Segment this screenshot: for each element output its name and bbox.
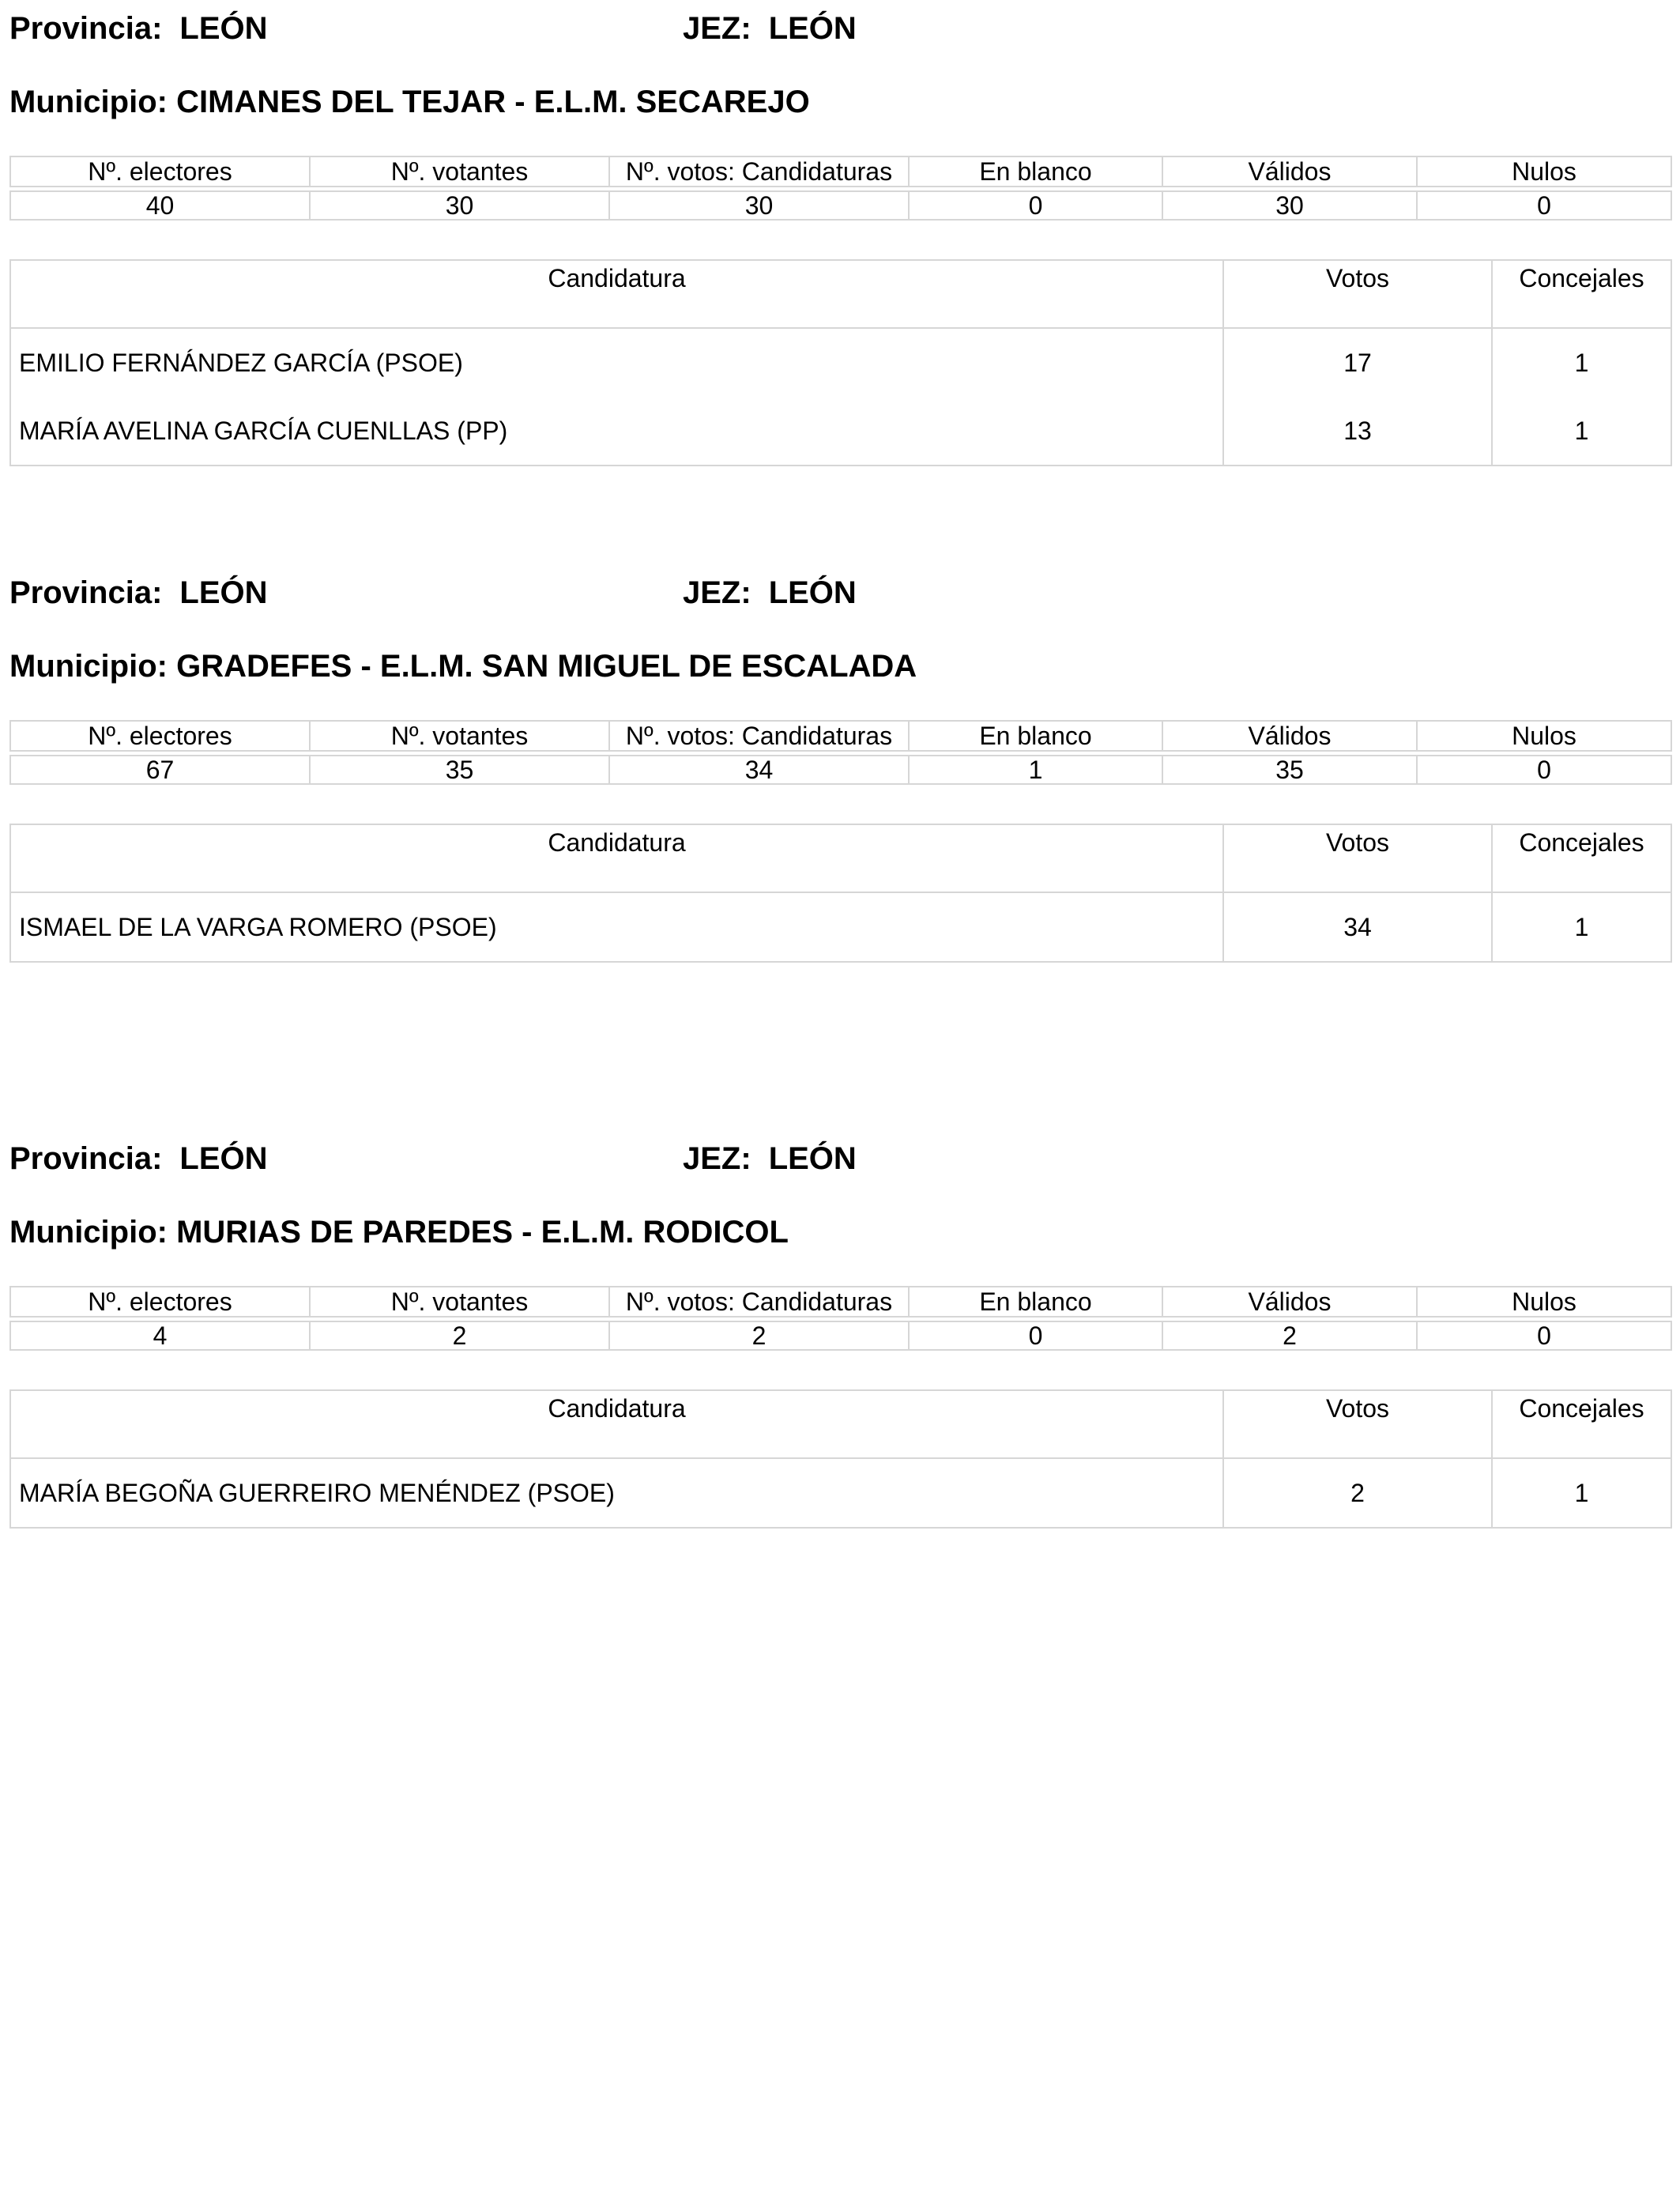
provincia-value: LEÓN [179,575,268,610]
header-line [9,11,1671,51]
col-concejales: Concejales [1492,260,1671,328]
provincia-heading: Provincia: LEÓN [9,1141,268,1176]
municipio-heading: Municipio: CIMANES DEL TEJAR - E.L.M. SECAREJO [9,85,810,119]
jez-heading: JEZ: LEÓN [683,11,857,46]
candidates-header-row [10,1390,1671,1458]
candidate-concejales: 1 [1492,328,1671,397]
value-validos: 35 [1162,756,1417,784]
value-en-blanco: 0 [909,191,1162,220]
col-candidatura: Candidatura [10,824,1223,892]
summary-values-row [10,191,1671,220]
jez-heading: JEZ: LEÓN [683,575,857,610]
col-nulos: Nulos [1417,721,1671,751]
col-votos: Votos [1223,260,1492,328]
candidate-concejales: 1 [1492,397,1671,466]
value-votantes: 2 [310,1321,609,1350]
municipio-value: CIMANES DEL TEJAR - E.L.M. SECAREJO [176,85,810,119]
col-votos-candidaturas: Nº. votos: Candidaturas [609,721,909,751]
value-nulos: 0 [1417,1321,1671,1350]
col-validos: Válidos [1162,721,1417,751]
col-candidatura: Candidatura [10,260,1223,328]
provincia-value: LEÓN [179,1141,268,1176]
summary-header-row [10,156,1671,187]
jez-value: LEÓN [768,1141,857,1176]
col-votos-candidaturas: Nº. votos: Candidaturas [609,156,909,187]
candidate-votos: 34 [1223,892,1492,962]
candidate-name: EMILIO FERNÁNDEZ GARCÍA (PSOE) [10,328,1223,397]
candidate-row [10,1458,1671,1528]
municipio-value: GRADEFES - E.L.M. SAN MIGUEL DE ESCALADA [176,649,917,684]
value-electores: 40 [10,191,310,220]
col-nulos: Nulos [1417,1287,1671,1317]
municipio-heading: Municipio: GRADEFES - E.L.M. SAN MIGUEL DE ESCALADA [9,649,917,684]
value-votos-candidaturas: 2 [609,1321,909,1350]
candidate-name: ISMAEL DE LA VARGA ROMERO (PSOE) [10,892,1223,962]
candidate-votos: 17 [1223,328,1492,397]
value-votos-candidaturas: 34 [609,756,909,784]
summary-header-row [10,1287,1671,1317]
value-nulos: 0 [1417,756,1671,784]
candidate-row [10,397,1671,466]
value-electores: 67 [10,756,310,784]
value-nulos: 0 [1417,191,1671,220]
candidates-table [9,824,1672,963]
col-validos: Válidos [1162,156,1417,187]
col-votantes: Nº. votantes [310,1287,609,1317]
candidate-concejales: 1 [1492,892,1671,962]
col-validos: Válidos [1162,1287,1417,1317]
summary-table [9,156,1672,221]
candidate-name: MARÍA BEGOÑA GUERREIRO MENÉNDEZ (PSOE) [10,1458,1223,1528]
candidates-header-row [10,824,1671,892]
summary-table [9,1286,1672,1351]
value-validos: 2 [1162,1321,1417,1350]
summary-values-row [10,1321,1671,1350]
candidate-name: MARÍA AVELINA GARCÍA CUENLLAS (PP) [10,397,1223,466]
col-votantes: Nº. votantes [310,721,609,751]
value-votos-candidaturas: 30 [609,191,909,220]
candidate-concejales: 1 [1492,1458,1671,1528]
candidates-table [9,259,1672,466]
col-nulos: Nulos [1417,156,1671,187]
candidate-votos: 13 [1223,397,1492,466]
candidates-header-row [10,260,1671,328]
jez-value: LEÓN [768,11,857,46]
col-en-blanco: En blanco [909,721,1162,751]
value-validos: 30 [1162,191,1417,220]
provincia-heading: Provincia: LEÓN [9,575,268,610]
col-votos: Votos [1223,1390,1492,1458]
municipio-heading: Municipio: MURIAS DE PAREDES - E.L.M. RODICOL [9,1215,789,1250]
col-en-blanco: En blanco [909,1287,1162,1317]
col-electores: Nº. electores [10,1287,310,1317]
header-line [9,1141,1671,1181]
value-en-blanco: 1 [909,756,1162,784]
value-en-blanco: 0 [909,1321,1162,1350]
jez-heading: JEZ: LEÓN [683,1141,857,1176]
col-electores: Nº. electores [10,721,310,751]
candidate-row [10,892,1671,962]
candidate-row [10,328,1671,397]
col-candidatura: Candidatura [10,1390,1223,1458]
municipio-value: MURIAS DE PAREDES - E.L.M. RODICOL [176,1215,789,1250]
summary-values-row [10,756,1671,784]
candidate-votos: 2 [1223,1458,1492,1528]
col-en-blanco: En blanco [909,156,1162,187]
provincia-heading: Provincia: LEÓN [9,11,268,46]
col-electores: Nº. electores [10,156,310,187]
col-votantes: Nº. votantes [310,156,609,187]
col-votos-candidaturas: Nº. votos: Candidaturas [609,1287,909,1317]
col-concejales: Concejales [1492,1390,1671,1458]
provincia-value: LEÓN [179,11,268,46]
header-line [9,575,1671,615]
value-votantes: 35 [310,756,609,784]
col-concejales: Concejales [1492,824,1671,892]
jez-value: LEÓN [768,575,857,610]
summary-header-row [10,721,1671,751]
summary-table [9,720,1672,785]
value-electores: 4 [10,1321,310,1350]
col-votos: Votos [1223,824,1492,892]
value-votantes: 30 [310,191,609,220]
candidates-table [9,1389,1672,1529]
